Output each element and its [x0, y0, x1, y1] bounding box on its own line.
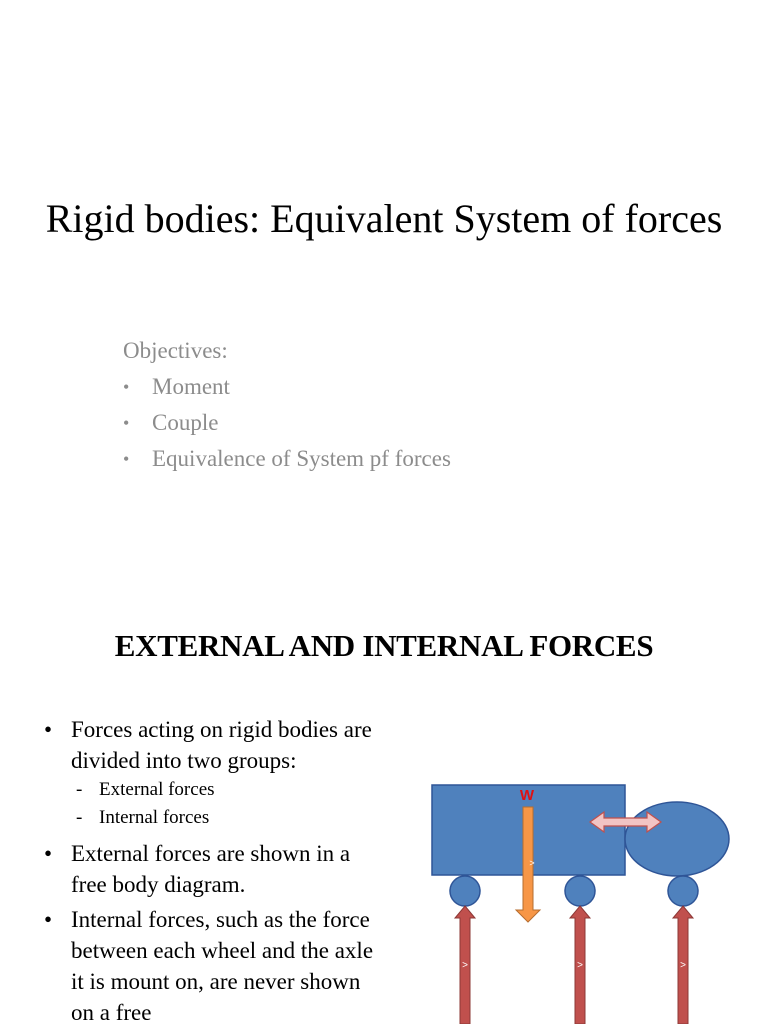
chevron-icon: >	[529, 858, 535, 868]
bullet-item: • Internal forces, such as the force between each wheel and the axle it is mount on, are never shown on a free	[44, 904, 384, 1028]
bullet-item	[44, 714, 384, 834]
sub-item: - External forces	[71, 776, 384, 804]
wheel-icon	[565, 876, 595, 906]
cab-ellipse-shape	[625, 802, 729, 876]
bullet-text: Forces acting on rigid bodies are divided into two groups:	[71, 717, 372, 773]
free-body-diagram	[420, 770, 750, 1024]
body-text	[44, 714, 384, 1032]
bullet-list	[44, 714, 384, 1028]
sub-item: - Internal forces	[71, 804, 384, 832]
wheel-icon	[668, 876, 698, 906]
objectives-list	[123, 369, 683, 477]
weight-label: W	[519, 787, 535, 804]
objective-item: • Moment	[123, 369, 683, 405]
chevron-icon: >	[462, 960, 468, 971]
objectives-block	[123, 333, 683, 477]
objective-item: • Equivalence of System pf forces	[123, 441, 683, 477]
objectives-heading: Objectives:	[123, 338, 228, 363]
sub-list	[71, 776, 384, 834]
chevron-icon: >	[577, 960, 583, 971]
section-heading: EXTERNAL AND INTERNAL FORCES	[114, 628, 654, 663]
slide-2	[0, 580, 768, 1024]
bullet-item: • External forces are shown in a free body diagram.	[44, 838, 384, 900]
objective-item: • Couple	[123, 405, 683, 441]
wheel-icon	[450, 876, 480, 906]
chevron-icon: >	[680, 960, 686, 971]
slide-title: Rigid bodies: Equivalent System of forces	[45, 196, 723, 241]
